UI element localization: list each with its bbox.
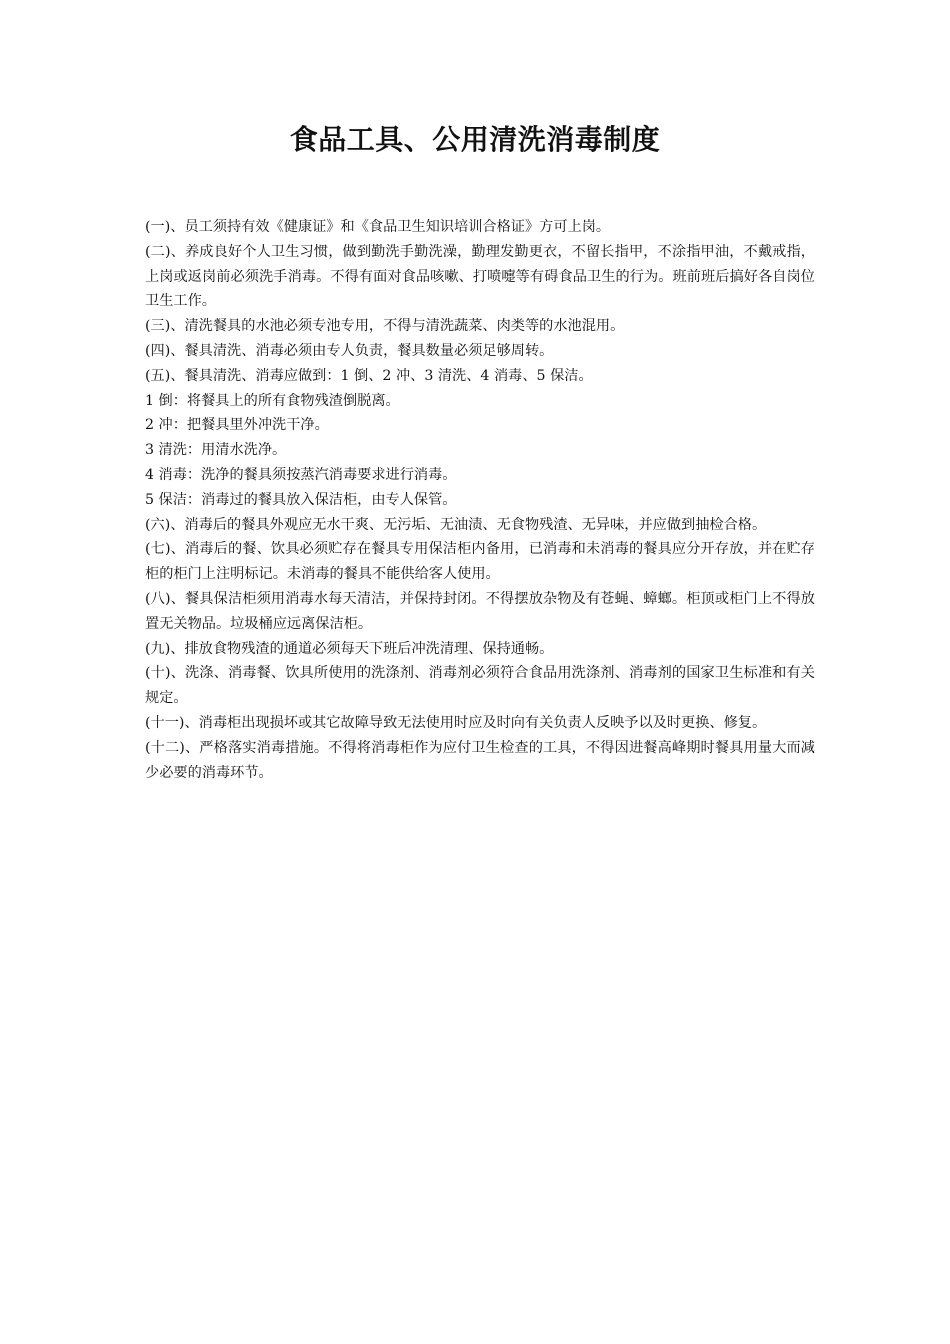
paragraph-2: (二)、养成良好个人卫生习惯，做到勤洗手勤洗澡，勤理发勤更衣，不留长指甲，不涂指甲油，不戴戒指，上岗或返岗前必须洗手消毒。不得有面对食品咳嗽、打喷嚏等有碍食品卫生的行为。班前班后搞好各自岗位卫生工作。 bbox=[145, 243, 815, 310]
paragraph-5: (五)、餐具清洗、消毒应做到：1 倒、2 冲、3 清洗、4 消毒、5 保洁。 bbox=[145, 367, 593, 384]
paragraph-6: (六)、消毒后的餐具外观应无水干爽、无污垢、无油渍、无食物残渣、无异味，并应做到抽检合格。 bbox=[145, 516, 767, 533]
paragraph-11: (十一)、消毒柜出现损坏或其它故障导致无法使用时应及时向有关负责人反映予以及时更换、修复。 bbox=[145, 714, 767, 731]
step-1-dump: 1 倒：将餐具上的所有食物残渣倒脱离。 bbox=[145, 392, 400, 409]
step-2-rinse: 2 冲：把餐具里外冲洗干净。 bbox=[145, 417, 329, 434]
step-5-keep-clean: 5 保洁：消毒过的餐具放入保洁柜，由专人保管。 bbox=[145, 491, 457, 508]
paragraph-12: (十二)、严格落实消毒措施。不得将消毒柜作为应付卫生检查的工具，不得因进餐高峰期时餐具用量大而减少必要的消毒环节。 bbox=[145, 739, 815, 781]
paragraph-1: (一)、员工须持有效《健康证》和《食品卫生知识培训合格证》方可上岗。 bbox=[145, 219, 611, 235]
paragraph-8: (八)、餐具保洁柜须用消毒水每天清洁，并保持封闭。不得摆放杂物及有苍蝇、蟑螂。柜顶或柜门上不得放置无关物品。垃圾桶应远离保洁柜。 bbox=[145, 590, 815, 632]
paragraph-9: (九)、排放食物残渣的通道必须每天下班后冲洗清理、保持通畅。 bbox=[145, 640, 554, 657]
step-3-wash: 3 清洗：用清水洗净。 bbox=[145, 442, 287, 459]
document-body bbox=[145, 215, 815, 785]
paragraph-4: (四)、餐具清洗、消毒必须由专人负责，餐具数量必须足够周转。 bbox=[145, 342, 554, 359]
paragraph-3: (三)、清洗餐具的水池必须专池专用，不得与清洗蔬菜、肉类等的水池混用。 bbox=[145, 318, 625, 335]
paragraph-10: (十)、洗涤、消毒餐、饮具所使用的洗涤剂、消毒剂必须符合食品用洗涤剂、消毒剂的国家卫生标准和有关规定。 bbox=[145, 665, 815, 707]
document-title: 食品工具、公用清洗消毒制度 bbox=[289, 123, 661, 156]
paragraph-7: (七)、消毒后的餐、饮具必须贮存在餐具专用保洁柜内备用，已消毒和未消毒的餐具应分开存放，并在贮存柜的柜门上注明标记。未消毒的餐具不能供给客人使用。 bbox=[145, 541, 815, 583]
step-4-disinfect: 4 消毒：洗净的餐具须按蒸汽消毒要求进行消毒。 bbox=[145, 466, 457, 483]
